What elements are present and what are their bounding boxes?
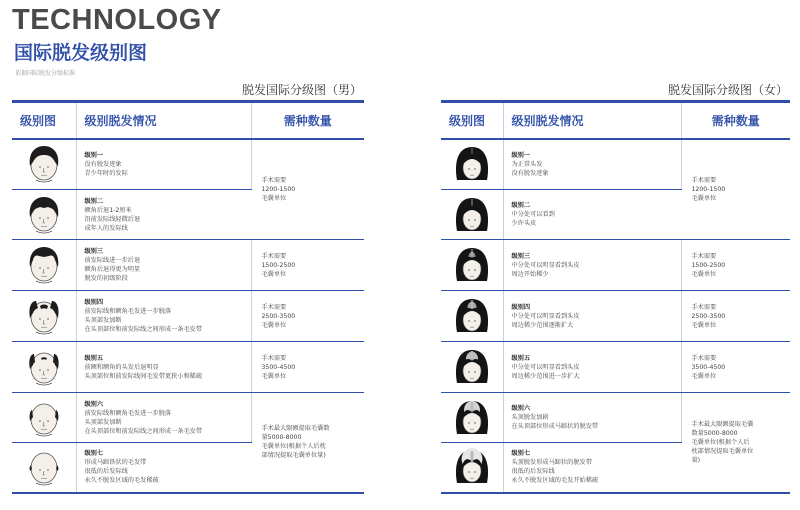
column-header: 需种数量 [251,102,364,139]
graft-quantity-line: 1200-1500 [261,185,296,193]
grade-level-label: 级别五 [511,354,531,362]
graft-quantity-line: 毛囊单位 [691,270,717,278]
grade-description-line: 头顶脱发加剧 [511,414,549,421]
male-head-icon [22,245,66,285]
grade-description [76,240,251,291]
grade-illustration [12,190,76,240]
graft-quantity-line: 手术需要 [261,354,287,362]
graft-quantity-line: 1500-2500 [691,261,726,269]
grade-description-line: 青少年时的发际 [84,169,128,177]
grade-description [76,342,251,393]
grade-description-line: 额角后退得更为明显 [84,266,141,273]
grade-level-label: 级别三 [511,252,531,260]
female-head-icon [451,195,493,235]
graft-quantity-line: 手术需要 [261,303,287,311]
grade-illustration [441,393,503,443]
graft-quantity-line: 毛囊单位 [261,270,287,278]
graft-quantity-line: 3500-4500 [691,363,726,371]
grade-description-line: 头顶脱发形成马蹄状的脱发带 [511,459,592,467]
grade-illustration [441,342,503,393]
graft-quantity-line: 手术需要 [691,252,717,260]
grade-description-line: 少许头皮 [511,220,537,227]
grade-description-line: 为正常头发 [511,160,543,168]
graft-quantity [681,240,790,291]
male-head-icon [22,296,66,336]
graft-quantity-line: 3500-4500 [261,363,296,371]
grade-description-line: 前发际线进一步后退 [84,257,141,264]
graft-quantity [251,393,364,493]
male-grade-table [12,100,364,494]
grade-description [76,291,251,342]
grade-illustration [12,139,76,190]
female-grade-table [441,100,790,494]
table-row [12,291,364,342]
graft-quantity [681,291,790,342]
graft-quantity-line: 毛囊单位 [261,372,287,380]
female-head-icon [451,347,493,387]
grade-illustration [441,240,503,291]
grade-description [76,443,251,493]
grade-description-line: 沿前发际线轻微后退 [84,215,141,223]
table-row [12,240,364,291]
grade-illustration [12,342,76,393]
graft-quantity-line: 1200-1500 [691,185,726,193]
grade-level-label: 级别三 [84,248,104,255]
table-row [12,342,364,393]
graft-quantity [251,240,364,291]
grade-description-line: 成年人的发际线 [84,224,128,232]
grade-illustration [441,443,503,493]
graft-quantity-line: 2500-3500 [261,312,296,320]
table-row [441,393,790,443]
female-panel [441,80,790,494]
grade-description-line: 头顶部位和前发际线间毛发带更狭小和稀疏 [84,372,203,380]
graft-quantity-line: 手术需要 [261,252,287,260]
male-panel-title: 脱发国际分级图（男） [241,83,362,97]
grade-description [503,393,681,443]
grade-level-label: 级别二 [84,197,104,205]
grade-description-line: 额角后退1-2厘米 [84,206,132,214]
graft-quantity-line: 毛囊单位(根据个人后 [691,438,750,446]
grade-description-line: 没有脱发迹象 [84,160,122,168]
grade-description [76,190,251,240]
graft-quantity-line: 毛囊单位(根据个人后枕 [261,443,326,451]
grade-description [76,139,251,190]
grade-description-line: 头顶部发加断 [84,317,122,324]
graft-quantity [251,342,364,393]
female-head-icon [451,398,493,438]
grade-description-line: 永久不脱发区域的毛发开始稀疏 [511,477,599,485]
table-row [441,291,790,342]
graft-quantity-line: 毛囊单位 [261,194,287,202]
grade-illustration [12,393,76,443]
grade-description-line: 很低的后发际线 [511,468,555,476]
graft-quantity-line: 枕部情况提取毛囊单位 [691,447,754,455]
graft-quantity [681,342,790,393]
graft-quantity-line: 毛囊单位 [261,321,287,329]
grade-description-line: 很低的后发际线 [84,468,128,476]
grade-illustration [441,139,503,190]
grade-illustration [441,291,503,342]
grade-illustration [441,190,503,240]
grade-description [503,139,681,190]
grade-description-line: 中分处可以看到 [511,211,555,218]
page-subnote: 依据国际脱发分级标准 [15,70,76,77]
grade-level-label: 级别七 [511,450,531,458]
grade-description-line: 前发际线和额角毛发进一步脱落 [84,409,172,417]
male-panel [12,80,364,494]
page-title: 国际脱发级别图 [14,42,148,64]
column-header: 需种数量 [681,102,790,139]
graft-quantity-line: 毛囊单位 [691,194,717,202]
grade-level-label: 级别六 [511,405,531,412]
male-head-icon [22,144,66,184]
grade-description-line: 头顶部发加断 [84,418,122,426]
graft-quantity-line: 部情况提取毛囊单位量) [261,452,326,460]
male-head-icon [22,347,66,387]
table-row [441,139,790,190]
table-row [12,139,364,190]
female-head-icon [451,245,493,285]
grade-description-line: 在头顶部位和前发际线之间形成一条毛发带 [84,326,203,333]
table-row [441,240,790,291]
graft-quantity-line: 手术需要 [691,354,717,362]
male-head-icon [22,398,66,438]
graft-quantity [251,139,364,240]
grade-description-line: 脱发的初级阶段 [84,275,128,282]
grade-description-line: 周边稀少范围逐渐扩大 [511,321,574,329]
grade-description-line: 形成马蹄铁状的毛发带 [84,459,147,467]
graft-quantity [251,291,364,342]
male-head-icon [22,447,66,487]
graft-quantity-line: 手术需要 [691,303,717,311]
table-row [441,342,790,393]
graft-quantity-line: 1500-2500 [261,261,296,269]
graft-quantity-line: 量) [691,456,701,464]
female-panel-title: 脱发国际分级图（女） [667,83,788,97]
grade-description [503,240,681,291]
grade-description [503,291,681,342]
female-head-icon [451,144,493,184]
grade-level-label: 级别一 [84,151,104,159]
graft-quantity-line: 毛囊单位 [691,321,717,329]
grade-level-label: 级别五 [84,354,104,362]
grade-description-line: 中分处可以明显看到头皮 [511,312,580,320]
grade-description-line: 前发际线和额角毛发进一步脱落 [84,308,172,315]
male-head-icon [22,195,66,235]
grade-illustration [12,240,76,291]
grade-level-label: 级别一 [511,151,531,159]
grade-description [76,393,251,443]
grade-description-line: 前额和额角的头发后退明显 [84,363,159,371]
brand-title: TECHNOLOGY [12,4,222,36]
grade-level-label: 级别四 [84,299,104,306]
grade-description-line: 在头顶部位形成马蹄状的脱发带 [511,423,599,430]
graft-quantity-line: 2500-3500 [691,312,726,320]
grade-illustration [12,443,76,493]
graft-quantity [681,393,790,493]
grade-description-line: 周边稀少范围进一步扩大 [511,372,580,380]
female-head-icon [451,447,493,487]
grade-description-line: 中分处可以明显看到头皮 [511,363,580,371]
female-head-icon [451,296,493,336]
grade-description-line: 永久不脱发区域的毛发稀疏 [84,477,159,485]
grade-description [503,342,681,393]
column-header: 级别脱发情况 [503,102,681,139]
graft-quantity-line: 毛囊单位 [691,372,717,380]
graft-quantity-line: 手术最大限额提取毛囊 [691,420,754,428]
column-header: 级别图 [12,102,76,139]
grade-description [503,190,681,240]
graft-quantity-line: 数量5000-8000 [691,429,738,437]
grade-level-label: 级别六 [84,400,104,408]
grade-level-label: 级别四 [511,303,531,311]
table-row [12,393,364,443]
grade-description [503,443,681,493]
grade-description-line: 在头顶部位和前发际线之间形成一条毛发带 [84,427,203,435]
graft-quantity-line: 手术最大限额提取毛囊数 [261,425,330,433]
grade-level-label: 级别七 [84,450,104,458]
column-header: 级别图 [441,102,503,139]
grade-description-line: 没有脱发迹象 [511,169,549,177]
grade-level-label: 级别二 [511,202,531,209]
grade-description-line: 中分处可以明显看到头皮 [511,261,580,269]
grade-description-line: 周边开始稀少 [511,270,549,278]
graft-quantity [681,139,790,240]
grade-illustration [12,291,76,342]
graft-quantity-line: 手术需要 [261,176,287,184]
graft-quantity-line: 手术需要 [691,176,717,184]
graft-quantity-line: 量5000-8000 [261,434,302,442]
column-header: 级别脱发情况 [76,102,251,139]
